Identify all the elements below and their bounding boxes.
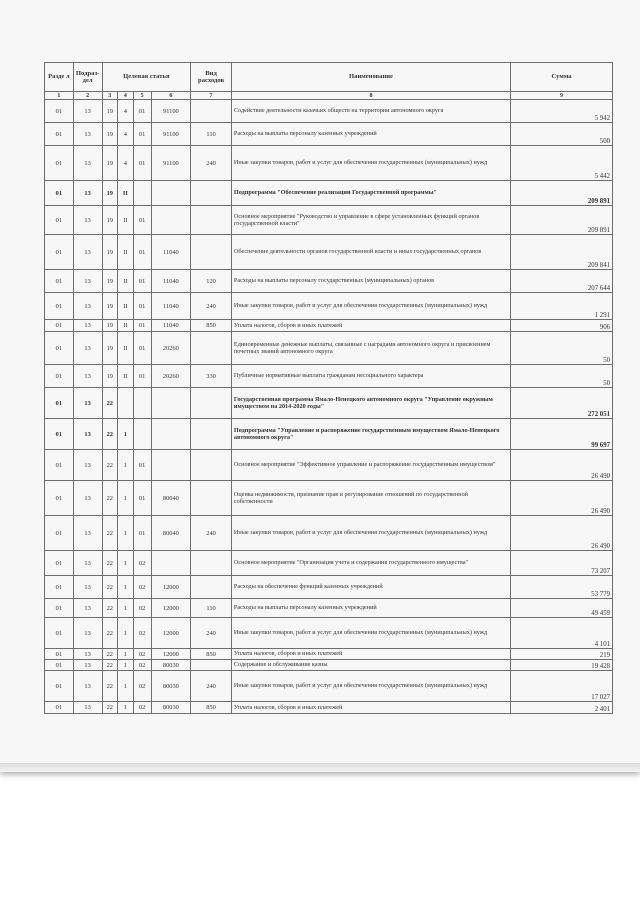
program-code-cell: 22 [102,419,118,450]
activity-code-cell [133,419,151,450]
expense-type-cell [191,100,232,123]
section-code-cell: 01 [45,365,74,388]
amount-cell: 50 [511,332,613,365]
direction-code-cell: 20260 [151,332,191,365]
subprogram-code-cell: II [118,206,134,235]
item-name-cell: Уплата налогов, сборов и иных платежей [231,320,510,332]
activity-code-cell: 01 [133,100,151,123]
subprogram-code-cell: 1 [118,660,134,671]
expense-type-cell: 850 [191,649,232,660]
subsection-code-cell: 13 [73,181,102,206]
direction-code-cell: 11040 [151,270,191,293]
section-code-cell: 01 [45,481,74,516]
expense-type-cell [191,576,232,599]
direction-code-cell: 12000 [151,576,191,599]
section-code-cell: 01 [45,660,74,671]
program-code-cell: 22 [102,516,118,551]
subprogram-code-cell: 1 [118,702,134,714]
section-code-cell: 01 [45,702,74,714]
program-code-cell: 19 [102,181,118,206]
direction-code-cell: 80030 [151,660,191,671]
expense-type-cell: 240 [191,146,232,181]
direction-code-cell [151,419,191,450]
subsection-code-cell: 13 [73,450,102,481]
table-row [45,516,613,551]
expense-type-cell: 110 [191,599,232,618]
expense-type-cell [191,235,232,270]
item-name-cell: Иные закупки товаров, работ и услуг для обеспечения государственных (муниципальных) нужд [231,516,510,551]
expense-type-cell [191,332,232,365]
subprogram-code-cell [118,388,134,419]
section-code-cell: 01 [45,576,74,599]
section-code-cell: 01 [45,181,74,206]
subprogram-code-cell: 1 [118,599,134,618]
subsection-code-cell: 13 [73,551,102,576]
subprogram-code-cell: II [118,181,134,206]
table-row [45,293,613,320]
program-code-cell: 19 [102,293,118,320]
activity-code-cell [133,181,151,206]
activity-code-cell [133,388,151,419]
program-code-cell: 19 [102,146,118,181]
table-row [45,365,613,388]
subprogram-code-cell: 1 [118,551,134,576]
program-code-cell: 22 [102,481,118,516]
item-name-cell: Основное мероприятие "Эффективное управление и распоряжение государственным имуществом" [231,450,510,481]
subprogram-code-cell: II [118,270,134,293]
expense-type-cell [191,481,232,516]
subsection-code-cell: 13 [73,235,102,270]
amount-cell: 207 644 [511,270,613,293]
subprogram-code-cell: II [118,320,134,332]
subsection-code-cell: 13 [73,618,102,649]
program-code-cell: 19 [102,235,118,270]
expense-type-cell: 110 [191,123,232,146]
amount-cell: 4 101 [511,618,613,649]
subsection-code-cell: 13 [73,419,102,450]
section-code-cell: 01 [45,123,74,146]
activity-code-cell: 01 [133,293,151,320]
direction-code-cell: 80030 [151,702,191,714]
subsection-code-cell: 13 [73,123,102,146]
activity-code-cell: 01 [133,123,151,146]
amount-cell: 99 697 [511,419,613,450]
item-name-cell: Расходы на выплаты персоналу казенных учреждений [231,123,510,146]
column-number: 8 [231,92,510,100]
direction-code-cell: 12000 [151,649,191,660]
item-name-cell: Государственная программа Ямало-Ненецкого автономного округа "Управление окружным имуществом на 2014-2020 годы" [231,388,510,419]
amount-cell: 272 051 [511,388,613,419]
direction-code-cell: 11040 [151,320,191,332]
table-row [45,551,613,576]
program-code-cell: 22 [102,599,118,618]
expense-type-cell: 850 [191,320,232,332]
direction-code-cell: 91100 [151,123,191,146]
table-row [45,649,613,660]
column-number-row [45,92,613,100]
column-number: 6 [151,92,191,100]
section-code-cell: 01 [45,270,74,293]
item-name-cell: Основное мероприятие "Организация учета и содержания государственного имущества" [231,551,510,576]
table-row [45,332,613,365]
section-code-cell: 01 [45,100,74,123]
amount-cell: 219 [511,649,613,660]
subprogram-code-cell: 1 [118,516,134,551]
item-name-cell: Расходы на выплаты персоналу государственных (муниципальных) органов [231,270,510,293]
table-row [45,146,613,181]
subprogram-code-cell: II [118,365,134,388]
item-name-cell: Уплата налогов, сборов и иных платежей [231,649,510,660]
item-name-cell: Подпрограмма "Обеспечение реализации Государственной программы" [231,181,510,206]
expense-type-cell [191,206,232,235]
section-code-cell: 01 [45,618,74,649]
direction-code-cell [151,551,191,576]
amount-cell: 50 [511,365,613,388]
expense-type-cell [191,551,232,576]
subsection-code-cell: 13 [73,365,102,388]
activity-code-cell: 02 [133,702,151,714]
program-code-cell: 19 [102,206,118,235]
table-row [45,388,613,419]
direction-code-cell: 11040 [151,235,191,270]
item-name-cell: Единовременные денежные выплаты, связанные с наградами автономного округа и присвоением почетных званий автономного округа [231,332,510,365]
subprogram-code-cell: 4 [118,123,134,146]
direction-code-cell: 80040 [151,481,191,516]
subsection-code-cell: 13 [73,270,102,293]
amount-cell: 209 891 [511,206,613,235]
program-code-cell: 22 [102,671,118,702]
item-name-cell: Расходы на выплаты персоналу казенных учреждений [231,599,510,618]
activity-code-cell: 02 [133,618,151,649]
amount-cell: 209 891 [511,181,613,206]
direction-code-cell: 12000 [151,618,191,649]
budget-table [44,62,613,714]
item-name-cell: Иные закупки товаров, работ и услуг для обеспечения государственных (муниципальных) нужд [231,671,510,702]
subprogram-code-cell: 1 [118,481,134,516]
subprogram-code-cell: 1 [118,450,134,481]
section-code-cell: 01 [45,206,74,235]
section-code-cell: 01 [45,235,74,270]
section-code-cell: 01 [45,599,74,618]
program-code-cell: 19 [102,100,118,123]
activity-code-cell: 01 [133,206,151,235]
subprogram-code-cell: 1 [118,671,134,702]
header-section: Разде л [45,63,74,92]
column-number: 4 [118,92,134,100]
header-name: Наименование [231,63,510,92]
column-number: 5 [133,92,151,100]
expense-type-cell: 240 [191,516,232,551]
program-code-cell: 22 [102,702,118,714]
program-code-cell: 22 [102,649,118,660]
activity-code-cell: 01 [133,481,151,516]
table-row [45,181,613,206]
table-row [45,206,613,235]
column-number: 7 [191,92,232,100]
item-name-cell: Расходы на обеспечение функций казенных учреждений [231,576,510,599]
item-name-cell: Иные закупки товаров, работ и услуг для обеспечения государственных (муниципальных) нужд [231,618,510,649]
amount-cell: 500 [511,123,613,146]
program-code-cell: 22 [102,450,118,481]
item-name-cell: Оценка недвижимости, признание прав и регулирование отношений по государственной собственности [231,481,510,516]
amount-cell: 73 207 [511,551,613,576]
table-row [45,576,613,599]
page-edge-shadow [0,763,640,772]
header-amount: Сумма [511,63,613,92]
header-expense-type: Вид расходов [191,63,232,92]
item-name-cell: Подпрограмма "Управление и распоряжение государственным имуществом Ямало-Ненецкого автономного округа" [231,419,510,450]
subsection-code-cell: 13 [73,516,102,551]
subsection-code-cell: 13 [73,332,102,365]
program-code-cell: 22 [102,388,118,419]
header-target-article: Целевая статья [102,63,191,92]
section-code-cell: 01 [45,146,74,181]
subsection-code-cell: 13 [73,481,102,516]
subsection-code-cell: 13 [73,146,102,181]
item-name-cell: Иные закупки товаров, работ и услуг для обеспечения государственных (муниципальных) нужд [231,146,510,181]
subsection-code-cell: 13 [73,320,102,332]
section-code-cell: 01 [45,516,74,551]
activity-code-cell: 02 [133,649,151,660]
item-name-cell: Обеспечение деятельности органов государственной власти и иных государственных органов [231,235,510,270]
subprogram-code-cell: 4 [118,146,134,181]
section-code-cell: 01 [45,671,74,702]
expense-type-cell: 330 [191,365,232,388]
amount-cell: 26 490 [511,481,613,516]
amount-cell: 26 490 [511,450,613,481]
expense-type-cell [191,660,232,671]
table-row [45,702,613,714]
section-code-cell: 01 [45,551,74,576]
direction-code-cell: 80030 [151,671,191,702]
table-row [45,270,613,293]
direction-code-cell: 20260 [151,365,191,388]
amount-cell: 26 490 [511,516,613,551]
direction-code-cell: 91100 [151,146,191,181]
subsection-code-cell: 13 [73,293,102,320]
subsection-code-cell: 13 [73,388,102,419]
section-code-cell: 01 [45,332,74,365]
activity-code-cell: 01 [133,320,151,332]
expense-type-cell: 850 [191,702,232,714]
subprogram-code-cell: 1 [118,618,134,649]
activity-code-cell: 02 [133,599,151,618]
program-code-cell: 22 [102,551,118,576]
table-body [45,100,613,714]
subprogram-code-cell: 1 [118,649,134,660]
activity-code-cell: 01 [133,235,151,270]
amount-cell: 1 291 [511,293,613,320]
direction-code-cell [151,181,191,206]
amount-cell: 53 779 [511,576,613,599]
table-row [45,320,613,332]
item-name-cell: Иные закупки товаров, работ и услуг для обеспечения государственных (муниципальных) нужд [231,293,510,320]
column-number: 2 [73,92,102,100]
table-row [45,419,613,450]
subprogram-code-cell: 1 [118,419,134,450]
activity-code-cell: 01 [133,270,151,293]
subprogram-code-cell: 1 [118,576,134,599]
item-name-cell: Публичные нормативные выплаты гражданам несоциального характера [231,365,510,388]
expense-type-cell [191,181,232,206]
table-row [45,618,613,649]
table-row [45,123,613,146]
table-row [45,599,613,618]
expense-type-cell: 120 [191,270,232,293]
amount-cell: 209 841 [511,235,613,270]
program-code-cell: 19 [102,270,118,293]
activity-code-cell: 01 [133,450,151,481]
expense-type-cell [191,450,232,481]
activity-code-cell: 02 [133,671,151,702]
direction-code-cell: 80040 [151,516,191,551]
direction-code-cell: 91100 [151,100,191,123]
column-number: 1 [45,92,74,100]
activity-code-cell: 02 [133,551,151,576]
amount-cell: 5 442 [511,146,613,181]
subsection-code-cell: 13 [73,702,102,714]
subsection-code-cell: 13 [73,599,102,618]
item-name-cell: Содействие деятельности казачьих обществ на территории автономного округа [231,100,510,123]
section-code-cell: 01 [45,293,74,320]
subsection-code-cell: 13 [73,649,102,660]
program-code-cell: 19 [102,320,118,332]
activity-code-cell: 01 [133,516,151,551]
expense-type-cell: 240 [191,293,232,320]
subsection-code-cell: 13 [73,100,102,123]
table-row [45,660,613,671]
amount-cell: 5 942 [511,100,613,123]
item-name-cell: Основное мероприятие "Руководство и управление в сфере установленных функций органов государственной власти" [231,206,510,235]
amount-cell: 2 401 [511,702,613,714]
direction-code-cell [151,206,191,235]
program-code-cell: 22 [102,618,118,649]
expense-type-cell [191,419,232,450]
subsection-code-cell: 13 [73,576,102,599]
activity-code-cell: 02 [133,576,151,599]
direction-code-cell [151,388,191,419]
subsection-code-cell: 13 [73,671,102,702]
expense-type-cell: 240 [191,618,232,649]
activity-code-cell: 02 [133,660,151,671]
direction-code-cell: 12000 [151,599,191,618]
expense-type-cell: 240 [191,671,232,702]
section-code-cell: 01 [45,450,74,481]
activity-code-cell: 01 [133,146,151,181]
table-header-row [45,63,613,92]
amount-cell: 17 027 [511,671,613,702]
item-name-cell: Содержание и обслуживание казны [231,660,510,671]
activity-code-cell: 01 [133,365,151,388]
header-subsection: Подраз- дел [73,63,102,92]
section-code-cell: 01 [45,320,74,332]
amount-cell: 49 459 [511,599,613,618]
program-code-cell: 19 [102,123,118,146]
activity-code-cell: 01 [133,332,151,365]
amount-cell: 19 428 [511,660,613,671]
direction-code-cell [151,450,191,481]
column-number: 3 [102,92,118,100]
table-row [45,450,613,481]
table-row [45,671,613,702]
subsection-code-cell: 13 [73,206,102,235]
table-row [45,100,613,123]
subprogram-code-cell: 4 [118,100,134,123]
table-row [45,481,613,516]
subsection-code-cell: 13 [73,660,102,671]
section-code-cell: 01 [45,388,74,419]
section-code-cell: 01 [45,649,74,660]
program-code-cell: 22 [102,576,118,599]
program-code-cell: 19 [102,365,118,388]
item-name-cell: Уплата налогов, сборов и иных платежей [231,702,510,714]
subprogram-code-cell: II [118,293,134,320]
expense-type-cell [191,388,232,419]
program-code-cell: 22 [102,660,118,671]
section-code-cell: 01 [45,419,74,450]
column-number: 9 [511,92,613,100]
amount-cell: 906 [511,320,613,332]
program-code-cell: 19 [102,332,118,365]
table-row [45,235,613,270]
subprogram-code-cell: II [118,235,134,270]
direction-code-cell: 11040 [151,293,191,320]
subprogram-code-cell: II [118,332,134,365]
